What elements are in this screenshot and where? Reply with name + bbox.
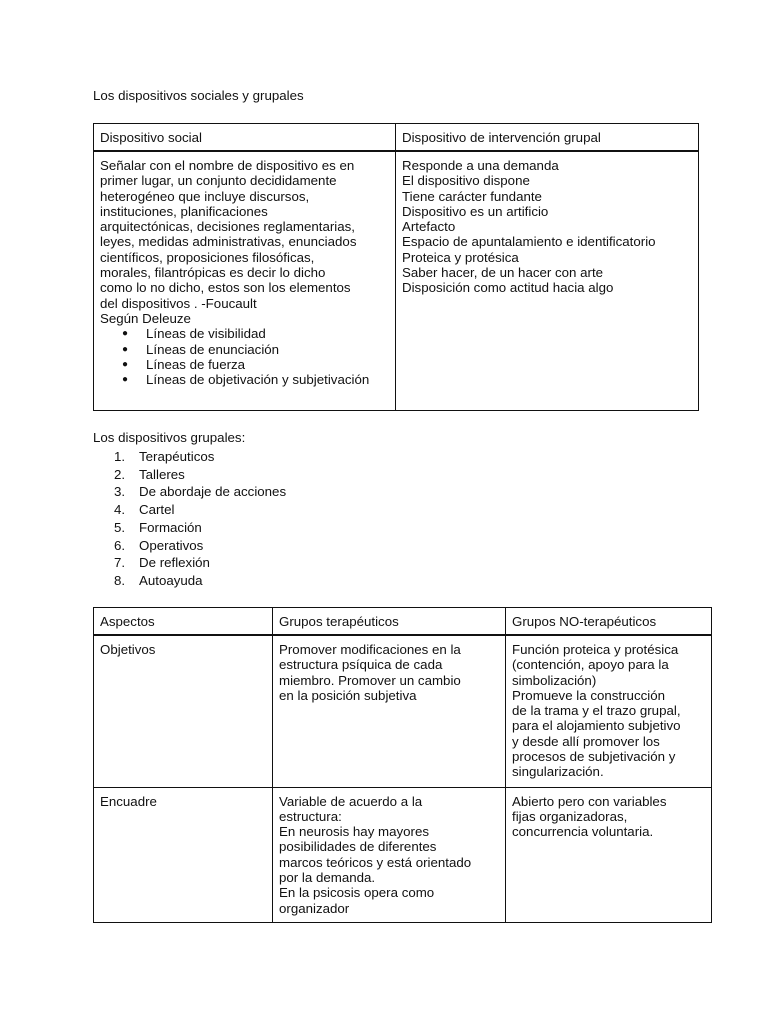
list-item — [93, 537, 286, 555]
list-number: 7. — [114, 555, 126, 571]
list-number: 3. — [114, 484, 126, 500]
list-number: 4. — [114, 502, 126, 518]
cell-text-line: Variable de acuerdo a la — [279, 793, 423, 809]
grupal-text-line: Saber hacer, de un hacer con arte — [402, 265, 604, 281]
list-label: De reflexión — [139, 555, 210, 571]
list-label: Operativos — [139, 537, 204, 553]
header-terapeuticos: Grupos terapéuticos — [273, 608, 506, 636]
header-aspectos: Aspectos — [94, 608, 273, 636]
grupal-text-line: Espacio de apuntalamiento e identificatorio — [402, 234, 656, 250]
dispositivos-table — [93, 123, 699, 411]
table-row — [94, 787, 712, 922]
list-label: Formación — [139, 519, 202, 535]
table-row — [94, 151, 699, 410]
social-text-line: heterogéneo que incluye discursos, — [100, 188, 310, 204]
cell-text-line: marcos teóricos y está orientado — [279, 854, 472, 870]
grupal-text-line: Tiene carácter fundante — [402, 188, 542, 204]
social-text-line: leyes, medidas administrativas, enunciados — [100, 234, 357, 250]
cell-text-line: Promover modificaciones en la — [279, 642, 461, 657]
deleuze-list — [100, 326, 389, 387]
list-item — [93, 572, 286, 590]
aspect-cell: Encuadre — [94, 787, 273, 922]
cell-text-line: estructura psíquica de cada — [279, 657, 443, 673]
social-text-line: instituciones, planificaciones — [100, 203, 268, 219]
no-terapeuticos-cell — [506, 635, 712, 787]
cell-text-line: procesos de subjetivación y — [512, 749, 676, 765]
terapeuticos-cell — [273, 635, 506, 787]
list-number: 2. — [114, 466, 126, 482]
cell-text-line: organizador — [279, 900, 350, 916]
cell-text-line: En neurosis hay mayores — [279, 824, 430, 840]
social-cell — [94, 151, 396, 410]
social-text-line: primer lugar, un conjunto decididamente — [100, 173, 337, 189]
grupal-text-line: Artefacto — [402, 219, 456, 235]
list-item — [93, 448, 286, 466]
grupal-text-line: Dispositivo es un artificio — [402, 203, 549, 219]
cell-text-line: fijas organizadoras, — [512, 808, 628, 824]
cell-text-line: simbolización) — [512, 672, 597, 688]
cell-text-line: (contención, apoyo para la — [512, 657, 669, 673]
grupal-text-line: El dispositivo dispone — [402, 173, 530, 189]
table-header-row — [94, 124, 699, 152]
cell-text-line: Función proteica y protésica — [512, 642, 679, 657]
list-item — [93, 554, 286, 572]
list-label: Terapéuticos — [139, 449, 215, 464]
list-number: 1. — [114, 449, 126, 464]
list-label: De abordaje de acciones — [139, 484, 287, 500]
social-text-line: Señalar con el nombre de dispositivo es en — [100, 158, 355, 173]
cell-text-line: singularización. — [512, 764, 604, 780]
deleuze-label: Según Deleuze — [100, 310, 191, 326]
cell-text-line: Abierto pero con variables — [512, 793, 667, 809]
list-item: ● Líneas de fuerza — [100, 357, 389, 372]
aspectos-table — [93, 607, 712, 923]
cell-text-line: miembro. Promover un cambio — [279, 672, 461, 688]
social-text-line: como lo no dicho, estos son los elementos — [100, 280, 351, 296]
list-item — [93, 466, 286, 484]
social-text-line: del dispositivos . -Foucault — [100, 295, 257, 311]
list-number: 6. — [114, 537, 126, 553]
header-no-terapeuticos: Grupos NO-terapéuticos — [506, 608, 712, 636]
list-item — [93, 501, 286, 519]
no-terapeuticos-cell — [506, 787, 712, 922]
list-number: 5. — [114, 519, 126, 535]
cell-text-line: posibilidades de diferentes — [279, 839, 437, 855]
table-header-row — [94, 608, 712, 636]
cell-text-line: En la psicosis opera como — [279, 885, 435, 901]
document-title: Los dispositivos sociales y grupales — [93, 88, 304, 103]
cell-text-line: Promueve la construcción — [512, 687, 665, 703]
aspect-cell: Objetivos — [94, 635, 273, 787]
header-dispositivo-grupal: Dispositivo de intervención grupal — [396, 124, 699, 152]
grupal-cell — [396, 151, 699, 410]
social-text-line: morales, filantrópicas es decir lo dicho — [100, 265, 326, 281]
list-number: 8. — [114, 572, 126, 588]
cell-text-line: por la demanda. — [279, 869, 376, 885]
cell-text-line: de la trama y el trazo grupal, — [512, 703, 681, 719]
cell-text-line: estructura: — [279, 808, 342, 824]
grupal-text-line: Disposición como actitud hacia algo — [402, 280, 614, 296]
list-item — [93, 519, 286, 537]
list-label: Talleres — [139, 466, 185, 482]
grupal-text-line: Proteica y protésica — [402, 249, 519, 265]
social-text-line: científicos, proposiciones filosóficas, — [100, 249, 315, 265]
list-item: ● Líneas de visibilidad — [100, 326, 389, 341]
list-item — [93, 483, 286, 501]
terapeuticos-cell — [273, 787, 506, 922]
list-label: Cartel — [139, 502, 175, 518]
social-text-line: arquitectónicas, decisiones reglamentarias, — [100, 219, 355, 235]
cell-text-line: en la posición subjetiva — [279, 687, 417, 703]
cell-text-line: concurrencia voluntaria. — [512, 824, 654, 840]
cell-text-line: y desde allí promover los — [512, 733, 660, 749]
cell-text-line: para el alojamiento subjetivo — [512, 718, 681, 734]
grupales-list — [93, 448, 286, 590]
list-item: ● Líneas de objetivación y subjetivación — [100, 372, 389, 387]
list-item: ● Líneas de enunciación — [100, 342, 389, 357]
grupal-text-line: Responde a una demanda — [402, 158, 559, 173]
list-label: Autoayuda — [139, 572, 203, 588]
header-dispositivo-social: Dispositivo social — [94, 124, 396, 152]
grupales-heading: Los dispositivos grupales: — [93, 430, 246, 445]
table-row — [94, 635, 712, 787]
